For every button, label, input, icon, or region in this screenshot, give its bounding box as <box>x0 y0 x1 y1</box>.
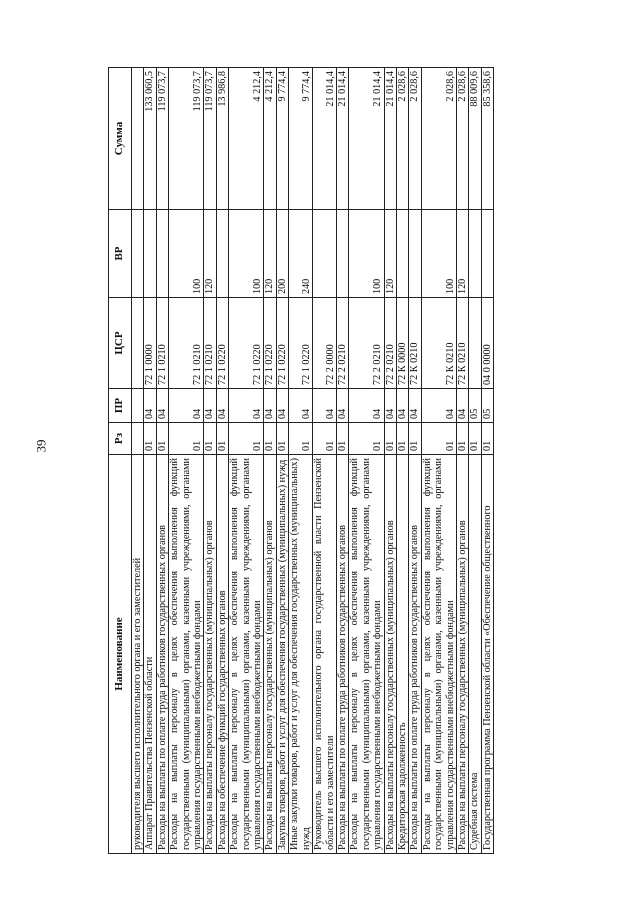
table-row <box>132 68 144 854</box>
cell-pr: 04 <box>349 389 384 423</box>
cell-sum: 21 014,4 <box>384 68 396 210</box>
cell-vr: 240 <box>289 210 313 298</box>
cell-csr: 72 2 0210 <box>336 298 348 389</box>
cell-pr: 04 <box>409 389 421 423</box>
cell-pr: 04 <box>289 389 313 423</box>
cell-csr: 72 К 0210 <box>409 298 421 389</box>
cell-sum: 119 073,7 <box>204 68 216 210</box>
cell-sum: 4 212,4 <box>229 68 264 210</box>
cell-sum: 21 014,4 <box>336 68 348 210</box>
cell-rz: 01 <box>144 423 156 455</box>
cell-name: Расходы на выплаты персоналу в целях обеспечения выполнения функций государственными (муниципальными) органами, казенными учреждениями, органами управления государственными внебюджетными фондами <box>229 455 264 854</box>
table-row <box>264 68 276 854</box>
cell-csr: 72 1 0220 <box>276 298 288 389</box>
cell-name: Расходы на выплаты по оплате труда работников государственных органов <box>156 455 168 854</box>
cell-name: Расходы на выплаты по оплате труда работников государственных органов <box>336 455 348 854</box>
cell-rz: 01 <box>456 423 468 455</box>
cell-rz: 01 <box>384 423 396 455</box>
cell-name: Расходы на выплаты персоналу государственных (муниципальных) органов <box>456 455 468 854</box>
cell-vr <box>336 210 348 298</box>
cell-pr: 04 <box>313 389 337 423</box>
page-number: 39 <box>33 439 49 453</box>
cell-csr: 72 1 0220 <box>264 298 276 389</box>
cell-csr: 72 1 0000 <box>144 298 156 389</box>
cell-sum: 133 060,5 <box>144 68 156 210</box>
cell-csr: 72 2 0210 <box>349 298 384 389</box>
cell-csr: 72 1 0220 <box>229 298 264 389</box>
cell-name: Расходы на выплаты персоналу в целях обеспечения выполнения функций государственными (муниципальными) органами, казенными учреждениями, органами управления государственными внебюджетными фондами <box>421 455 456 854</box>
cell-pr: 04 <box>169 389 204 423</box>
header-name: Наименование <box>109 455 132 854</box>
cell-rz: 01 <box>313 423 337 455</box>
cell-csr: 72 1 0210 <box>204 298 216 389</box>
cell-vr <box>481 210 493 298</box>
cell-rz: 01 <box>204 423 216 455</box>
table-row <box>421 68 456 854</box>
cell-pr: 05 <box>469 389 481 423</box>
cell-rz: 01 <box>289 423 313 455</box>
cell-sum: 21 014,4 <box>349 68 384 210</box>
cell-name: Расходы на выплаты персоналу государственных (муниципальных) органов <box>264 455 276 854</box>
cell-name: руководителя высшего исполнительного органа и его заместителей <box>132 455 144 854</box>
cell-vr: 100 <box>169 210 204 298</box>
cell-csr: 72 2 0000 <box>313 298 337 389</box>
table-row <box>144 68 156 854</box>
budget-table <box>108 67 494 854</box>
cell-csr: 04 0 0000 <box>481 298 493 389</box>
cell-name: Судебная система <box>469 455 481 854</box>
cell-sum: 2 028,6 <box>409 68 421 210</box>
header-sum: Сумма <box>109 68 132 210</box>
cell-rz: 01 <box>216 423 228 455</box>
cell-pr: 04 <box>276 389 288 423</box>
cell-rz: 01 <box>349 423 384 455</box>
cell-sum: 119 073,7 <box>156 68 168 210</box>
cell-vr <box>156 210 168 298</box>
table-row <box>481 68 493 854</box>
header-csr: ЦСР <box>109 298 132 389</box>
budget-table-container <box>108 68 564 854</box>
cell-rz: 01 <box>396 423 408 455</box>
cell-pr: 04 <box>204 389 216 423</box>
cell-pr: 04 <box>229 389 264 423</box>
cell-rz: 01 <box>409 423 421 455</box>
table-body <box>132 68 494 854</box>
table-row <box>289 68 313 854</box>
table-row <box>384 68 396 854</box>
cell-name: Расходы на обеспечение функций государственных органов <box>216 455 228 854</box>
table-row <box>156 68 168 854</box>
cell-pr: 04 <box>384 389 396 423</box>
table-row <box>229 68 264 854</box>
cell-vr <box>132 210 144 298</box>
cell-vr <box>216 210 228 298</box>
cell-sum: 119 073,7 <box>169 68 204 210</box>
cell-pr <box>132 389 144 423</box>
table-row <box>349 68 384 854</box>
cell-sum: 2 028,6 <box>421 68 456 210</box>
cell-rz: 01 <box>156 423 168 455</box>
cell-csr: 72 К 0210 <box>421 298 456 389</box>
table-row <box>409 68 421 854</box>
cell-csr: 72 2 0210 <box>384 298 396 389</box>
table-row <box>396 68 408 854</box>
cell-sum: 13 986,8 <box>216 68 228 210</box>
table-row <box>336 68 348 854</box>
cell-rz: 01 <box>264 423 276 455</box>
cell-name: Закупка товаров, работ и услуг для обеспечения государственных (муниципальных) нужд <box>276 455 288 854</box>
cell-vr: 120 <box>456 210 468 298</box>
cell-csr: 72 1 0210 <box>156 298 168 389</box>
cell-vr: 100 <box>349 210 384 298</box>
cell-name: Расходы на выплаты персоналу в целях обеспечения выполнения функций государственными (муниципальными) органами, казенными учреждениями, органами управления государственными внебюджетными фондами <box>349 455 384 854</box>
cell-csr: 72 1 0220 <box>216 298 228 389</box>
cell-vr: 100 <box>229 210 264 298</box>
table-row <box>456 68 468 854</box>
cell-name: Кредиторская задолженность <box>396 455 408 854</box>
cell-pr: 04 <box>421 389 456 423</box>
cell-vr: 120 <box>264 210 276 298</box>
cell-pr: 04 <box>456 389 468 423</box>
table-row <box>469 68 481 854</box>
cell-pr: 04 <box>264 389 276 423</box>
cell-name: Государственная программа Пензенской области «Обеспечение общественного <box>481 455 493 854</box>
table-row <box>276 68 288 854</box>
cell-rz: 01 <box>336 423 348 455</box>
cell-vr: 200 <box>276 210 288 298</box>
cell-vr: 100 <box>421 210 456 298</box>
cell-name: Расходы на выплаты персоналу государственных (муниципальных) органов <box>204 455 216 854</box>
cell-pr: 05 <box>481 389 493 423</box>
cell-rz: 01 <box>276 423 288 455</box>
cell-sum: 4 212,4 <box>264 68 276 210</box>
cell-csr <box>132 298 144 389</box>
cell-sum: 9 774,4 <box>289 68 313 210</box>
cell-sum: 21 014,4 <box>313 68 337 210</box>
cell-sum: 2 028,6 <box>456 68 468 210</box>
cell-name: Руководитель высшего исполнительного органа государственной власти Пензенской области и его заместители <box>313 455 337 854</box>
cell-sum: 9 774,4 <box>276 68 288 210</box>
table-header-row <box>109 68 132 854</box>
cell-name: Расходы на выплаты персоналу в целях обеспечения выполнения функций государственными (муниципальными) органами, казенными учреждениями, органами управления государственными внебюджетными фондами <box>169 455 204 854</box>
cell-rz: 01 <box>169 423 204 455</box>
cell-vr <box>396 210 408 298</box>
cell-vr: 120 <box>204 210 216 298</box>
cell-csr: 72 1 0210 <box>169 298 204 389</box>
table-row <box>313 68 337 854</box>
header-rz: Рз <box>109 423 132 455</box>
cell-sum: 88 009,6 <box>469 68 481 210</box>
cell-name: Аппарат Правительства Пензенской области <box>144 455 156 854</box>
cell-csr: 72 1 0220 <box>289 298 313 389</box>
header-vr: ВР <box>109 210 132 298</box>
cell-csr: 72 К 0210 <box>456 298 468 389</box>
cell-name: Иные закупки товаров, работ и услуг для обеспечения государственных (муниципальных) нужд <box>289 455 313 854</box>
cell-csr <box>469 298 481 389</box>
cell-pr: 04 <box>336 389 348 423</box>
cell-vr <box>144 210 156 298</box>
cell-pr: 04 <box>396 389 408 423</box>
cell-vr <box>313 210 337 298</box>
cell-pr: 04 <box>156 389 168 423</box>
cell-rz: 01 <box>421 423 456 455</box>
cell-name: Расходы на выплаты по оплате труда работников государственных органов <box>409 455 421 854</box>
cell-csr: 72 К 0000 <box>396 298 408 389</box>
cell-vr <box>469 210 481 298</box>
cell-sum: 2 028,6 <box>396 68 408 210</box>
cell-sum <box>132 68 144 210</box>
cell-name: Расходы на выплаты персоналу государственных (муниципальных) органов <box>384 455 396 854</box>
cell-vr: 120 <box>384 210 396 298</box>
cell-rz: 01 <box>481 423 493 455</box>
header-pr: ПР <box>109 389 132 423</box>
cell-pr: 04 <box>144 389 156 423</box>
cell-rz: 01 <box>229 423 264 455</box>
table-row <box>216 68 228 854</box>
cell-pr: 04 <box>216 389 228 423</box>
cell-vr <box>409 210 421 298</box>
table-row <box>204 68 216 854</box>
cell-sum: 85 358,6 <box>481 68 493 210</box>
cell-rz: 01 <box>469 423 481 455</box>
cell-rz <box>132 423 144 455</box>
table-row <box>169 68 204 854</box>
